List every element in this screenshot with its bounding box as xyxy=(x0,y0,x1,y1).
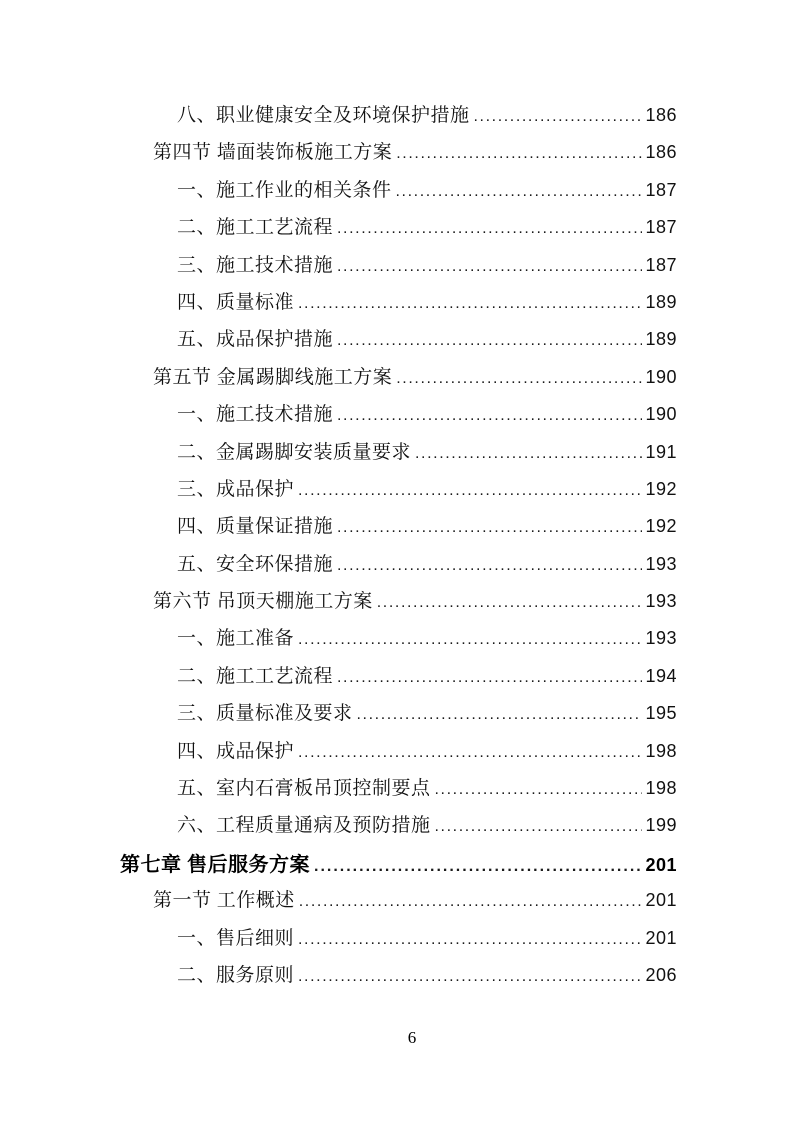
toc-entry-page-number: 201 xyxy=(645,854,677,875)
toc-entry xyxy=(120,549,677,586)
toc-entry-label: 三、施工技术措施 xyxy=(177,254,334,276)
toc-entry xyxy=(120,810,677,847)
toc-entry xyxy=(120,848,677,885)
toc-entry xyxy=(120,923,677,960)
toc-entry-label: 六、工程质量通病及预防措施 xyxy=(177,815,431,837)
toc-entry xyxy=(120,885,677,922)
toc-entry-label: 第四节 墙面装饰板施工方案 xyxy=(153,142,393,164)
dot-leader xyxy=(474,108,643,126)
toc-entry-page-number: 187 xyxy=(645,217,677,238)
toc-entry-page-number: 201 xyxy=(645,927,677,948)
dot-leader xyxy=(415,445,642,463)
toc-entry-page-number: 186 xyxy=(645,142,677,163)
toc-entry-label: 三、成品保护 xyxy=(177,478,295,500)
toc-entry-label: 三、质量标准及要求 xyxy=(177,703,353,725)
dot-leader xyxy=(357,706,643,724)
toc-entry-label: 四、成品保护 xyxy=(177,740,295,762)
dot-leader xyxy=(396,145,642,163)
toc-entry-page-number: 187 xyxy=(645,254,677,275)
toc-entry xyxy=(120,100,677,137)
toc-entry xyxy=(120,287,677,324)
toc-entry-page-number: 192 xyxy=(645,478,677,499)
toc-entry-page-number: 192 xyxy=(645,516,677,537)
toc-entry xyxy=(120,586,677,623)
toc-entry xyxy=(120,399,677,436)
toc-entry-label: 八、职业健康安全及环境保护措施 xyxy=(177,105,470,126)
toc-entry-label: 一、施工准备 xyxy=(177,628,295,650)
toc-entry-label: 一、售后细则 xyxy=(177,927,295,949)
toc-entry-page-number: 194 xyxy=(645,665,677,686)
toc-entry-page-number: 193 xyxy=(645,553,677,574)
toc-entry-label: 二、服务原则 xyxy=(177,964,295,986)
toc-entry xyxy=(120,324,677,361)
toc-entry-page-number: 193 xyxy=(645,628,677,649)
toc-entry-page-number: 187 xyxy=(645,179,677,200)
dot-leader xyxy=(337,669,642,687)
toc-entry-page-number: 198 xyxy=(645,778,677,799)
toc-entry-label: 二、施工工艺流程 xyxy=(177,217,334,239)
toc-entry-page-number: 195 xyxy=(645,703,677,724)
toc-entry-label: 一、施工作业的相关条件 xyxy=(177,179,392,201)
toc-entry xyxy=(120,175,677,212)
toc-entry-label: 一、施工技术措施 xyxy=(177,404,334,426)
toc-entry-page-number: 190 xyxy=(645,404,677,425)
toc-entry xyxy=(120,661,677,698)
dot-leader xyxy=(337,519,642,537)
toc-entry-label: 五、室内石膏板吊顶控制要点 xyxy=(177,778,431,800)
dot-leader xyxy=(337,407,642,425)
toc-entry-page-number: 186 xyxy=(645,105,677,125)
toc-entry xyxy=(120,212,677,249)
toc-entry-label: 第六节 吊顶天棚施工方案 xyxy=(153,591,373,613)
toc-entry-label: 第五节 金属踢脚线施工方案 xyxy=(153,366,393,388)
toc-entry-page-number: 201 xyxy=(645,890,677,911)
toc-entry xyxy=(120,773,677,810)
toc-entry xyxy=(120,736,677,773)
dot-leader xyxy=(337,557,642,575)
toc-entry xyxy=(120,474,677,511)
toc-entry-label: 四、质量保证措施 xyxy=(177,516,334,538)
toc-entry-label: 二、施工工艺流程 xyxy=(177,665,334,687)
toc-entry xyxy=(120,437,677,474)
dot-leader xyxy=(337,332,642,350)
toc-entry xyxy=(120,698,677,735)
dot-leader xyxy=(377,594,643,612)
dot-leader xyxy=(435,818,643,836)
toc-entry xyxy=(120,511,677,548)
toc-entry xyxy=(120,362,677,399)
dot-leader xyxy=(298,482,642,500)
toc-entry-label: 二、金属踢脚安装质量要求 xyxy=(177,441,412,463)
toc-entry-page-number: 189 xyxy=(645,291,677,312)
toc-entry-page-number: 199 xyxy=(645,815,677,836)
toc-entry xyxy=(120,250,677,287)
footer-page-number: 6 xyxy=(407,1028,417,1047)
toc-entry-page-number: 191 xyxy=(645,441,677,462)
dot-leader xyxy=(435,781,643,799)
toc-entry-label: 第一节 工作概述 xyxy=(153,890,295,912)
dot-leader xyxy=(337,258,642,276)
dot-leader xyxy=(396,183,643,201)
toc-entry-label: 五、成品保护措施 xyxy=(177,329,334,351)
dot-leader xyxy=(298,631,642,649)
dot-leader xyxy=(314,858,642,876)
dot-leader xyxy=(298,968,642,986)
toc-entry-label: 五、安全环保措施 xyxy=(177,553,334,575)
dot-leader xyxy=(298,295,642,313)
table-of-contents xyxy=(120,100,677,997)
dot-leader xyxy=(337,220,642,238)
toc-entry-label: 四、质量标准 xyxy=(177,291,295,313)
toc-entry xyxy=(120,623,677,660)
dot-leader xyxy=(299,893,643,911)
toc-entry xyxy=(120,137,677,174)
toc-entry-page-number: 206 xyxy=(645,964,677,985)
dot-leader xyxy=(298,744,642,762)
toc-entry xyxy=(120,960,677,997)
dot-leader xyxy=(396,370,642,388)
toc-entry-page-number: 189 xyxy=(645,329,677,350)
toc-entry-page-number: 190 xyxy=(645,366,677,387)
dot-leader xyxy=(298,931,642,949)
toc-entry-page-number: 198 xyxy=(645,740,677,761)
toc-entry-page-number: 193 xyxy=(645,591,677,612)
toc-entry-label: 第七章 售后服务方案 xyxy=(120,853,310,876)
